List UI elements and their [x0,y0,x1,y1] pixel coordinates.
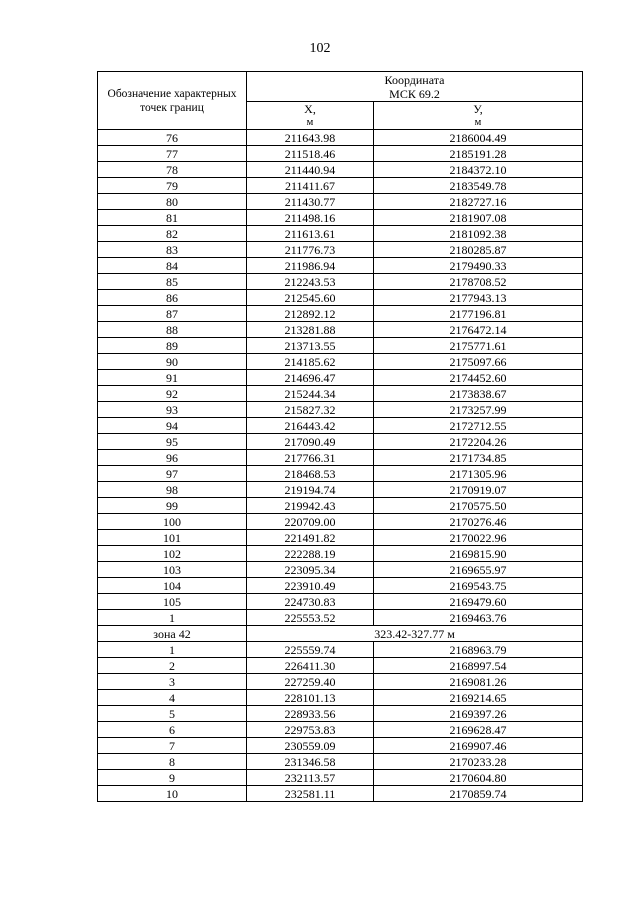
table-row [98,290,583,306]
table-row [98,594,583,610]
point-cell: 96 [98,450,247,466]
x-cell: 214696.47 [247,370,374,386]
x-cell: 225553.52 [247,610,374,626]
table-row [98,738,583,754]
x-cell: 232581.11 [247,786,374,802]
table-row [98,578,583,594]
x-cell: 211440.94 [247,162,374,178]
table-row [98,674,583,690]
y-cell: 2171305.96 [374,466,583,482]
point-cell: 81 [98,210,247,226]
point-cell: 94 [98,418,247,434]
point-cell: 9 [98,770,247,786]
point-cell: 97 [98,466,247,482]
y-cell: 2177196.81 [374,306,583,322]
y-cell: 2169655.97 [374,562,583,578]
x-cell: 221491.82 [247,530,374,546]
x-cell: 211613.61 [247,226,374,242]
point-cell: 87 [98,306,247,322]
x-cell: 215244.34 [247,386,374,402]
point-cell: 103 [98,562,247,578]
table-row [98,370,583,386]
x-cell: 223910.49 [247,578,374,594]
y-cell: 2173838.67 [374,386,583,402]
x-cell: 230559.09 [247,738,374,754]
point-cell: 4 [98,690,247,706]
table-row [98,306,583,322]
point-cell: 89 [98,338,247,354]
table-row [98,194,583,210]
y-cell: 2179490.33 [374,258,583,274]
coordinates-table [97,71,583,802]
y-cell: 2169397.26 [374,706,583,722]
coordinate-system: МСК 69.2 [389,86,440,101]
table-row [98,482,583,498]
x-cell: 227259.40 [247,674,374,690]
x-cell: 228101.13 [247,690,374,706]
table-row [98,162,583,178]
point-cell: 7 [98,738,247,754]
y-cell: 2169463.76 [374,610,583,626]
x-cell: 222288.19 [247,546,374,562]
coordinate-title: Координата [384,72,445,87]
y-cell: 2168997.54 [374,658,583,674]
x-cell: 212243.53 [247,274,374,290]
x-cell: 211776.73 [247,242,374,258]
table-row [98,658,583,674]
table-row [98,242,583,258]
x-cell: 220709.00 [247,514,374,530]
y-cell: 2168963.79 [374,642,583,658]
table-row [98,402,583,418]
x-cell: 219194.74 [247,482,374,498]
point-cell: 77 [98,146,247,162]
x-cell: 218468.53 [247,466,374,482]
table-row [98,178,583,194]
point-cell: 88 [98,322,247,338]
x-cell: 217090.49 [247,434,374,450]
y-cell: 2169628.47 [374,722,583,738]
point-cell: 10 [98,786,247,802]
y-cell: 2170919.07 [374,482,583,498]
table-row [98,530,583,546]
y-cell: 2170022.96 [374,530,583,546]
x-cell: 229753.83 [247,722,374,738]
x-cell: 211643.98 [247,130,374,146]
table-row [98,498,583,514]
x-cell: 211411.67 [247,178,374,194]
x-cell: 213713.55 [247,338,374,354]
y-cell: 2186004.49 [374,130,583,146]
point-cell: 86 [98,290,247,306]
table-row [98,690,583,706]
y-cell: 2175771.61 [374,338,583,354]
x-cell: 226411.30 [247,658,374,674]
point-cell: 101 [98,530,247,546]
table-row [98,226,583,242]
y-cell: 2169907.46 [374,738,583,754]
point-cell: 83 [98,242,247,258]
table-row [98,514,583,530]
point-cell: 95 [98,434,247,450]
x-column-header [247,102,374,130]
y-cell: 2169543.75 [374,578,583,594]
x-unit: м [306,116,314,128]
y-cell: 2169479.60 [374,594,583,610]
x-cell: 214185.62 [247,354,374,370]
table-row [98,450,583,466]
y-cell: 2173257.99 [374,402,583,418]
point-cell: 8 [98,754,247,770]
x-label: X, [304,101,316,116]
table-row [98,754,583,770]
table-row [98,562,583,578]
point-cell: 2 [98,658,247,674]
x-cell: 217766.31 [247,450,374,466]
table-row [98,770,583,786]
y-cell: 2182727.16 [374,194,583,210]
point-cell: 84 [98,258,247,274]
table-row [98,354,583,370]
x-cell: 228933.56 [247,706,374,722]
point-cell: 90 [98,354,247,370]
y-cell: 2169081.26 [374,674,583,690]
point-cell: 100 [98,514,247,530]
page-number: 102 [309,41,331,56]
table-row [98,338,583,354]
point-cell: 3 [98,674,247,690]
y-label: У, [473,101,483,116]
table-row [98,130,583,146]
x-cell: 211498.16 [247,210,374,226]
x-cell: 213281.88 [247,322,374,338]
point-cell: 6 [98,722,247,738]
point-cell: 78 [98,162,247,178]
y-cell: 2170233.28 [374,754,583,770]
table-row [98,418,583,434]
y-cell: 2177943.13 [374,290,583,306]
y-cell: 2184372.10 [374,162,583,178]
x-cell: 216443.42 [247,418,374,434]
table-row [98,274,583,290]
table-row [98,466,583,482]
zone-value: 323.42-327.77 м [247,626,583,642]
y-cell: 2169815.90 [374,546,583,562]
point-cell: 82 [98,226,247,242]
x-cell: 225559.74 [247,642,374,658]
y-cell: 2169214.65 [374,690,583,706]
table-row [98,610,583,626]
x-cell: 211430.77 [247,194,374,210]
y-cell: 2170859.74 [374,786,583,802]
table-header [98,72,583,130]
y-cell: 2170276.46 [374,514,583,530]
y-cell: 2183549.78 [374,178,583,194]
point-cell: 99 [98,498,247,514]
point-cell: 76 [98,130,247,146]
x-cell: 211986.94 [247,258,374,274]
table-row [98,146,583,162]
x-cell: 212545.60 [247,290,374,306]
x-cell: 231346.58 [247,754,374,770]
point-cell: 80 [98,194,247,210]
table-row [98,706,583,722]
zone-label: зона 42 [98,626,247,642]
point-cell: 5 [98,706,247,722]
table-row [98,786,583,802]
point-cell: 92 [98,386,247,402]
y-cell: 2181092.38 [374,226,583,242]
table-row [98,386,583,402]
coordinate-header [247,72,583,102]
zone-section [98,626,583,642]
y-cell: 2178708.52 [374,274,583,290]
y-cell: 2185191.28 [374,146,583,162]
point-cell: 93 [98,402,247,418]
y-unit: м [474,116,482,128]
point-cell: 98 [98,482,247,498]
y-cell: 2170604.80 [374,770,583,786]
y-cell: 2170575.50 [374,498,583,514]
point-cell: 85 [98,274,247,290]
y-cell: 2180285.87 [374,242,583,258]
y-cell: 2176472.14 [374,322,583,338]
table-row [98,210,583,226]
point-cell: 102 [98,546,247,562]
table-row [98,546,583,562]
point-cell: 105 [98,594,247,610]
table-row [98,434,583,450]
table-row [98,722,583,738]
y-cell: 2171734.85 [374,450,583,466]
x-cell: 224730.83 [247,594,374,610]
table-body-zone [98,642,583,802]
y-cell: 2172204.26 [374,434,583,450]
table-row [98,322,583,338]
table-body-main [98,130,583,626]
point-cell: 79 [98,178,247,194]
zone-row [98,626,583,642]
y-column-header [374,102,583,130]
x-cell: 223095.34 [247,562,374,578]
x-cell: 219942.43 [247,498,374,514]
point-cell: 104 [98,578,247,594]
point-cell: 91 [98,370,247,386]
point-cell: 1 [98,642,247,658]
x-cell: 232113.57 [247,770,374,786]
x-cell: 211518.46 [247,146,374,162]
point-column-header: Обозначение характерных точек границ [98,72,247,130]
y-cell: 2181907.08 [374,210,583,226]
table-row [98,258,583,274]
y-cell: 2172712.55 [374,418,583,434]
x-cell: 212892.12 [247,306,374,322]
table-row [98,642,583,658]
y-cell: 2174452.60 [374,370,583,386]
y-cell: 2175097.66 [374,354,583,370]
point-cell: 1 [98,610,247,626]
x-cell: 215827.32 [247,402,374,418]
